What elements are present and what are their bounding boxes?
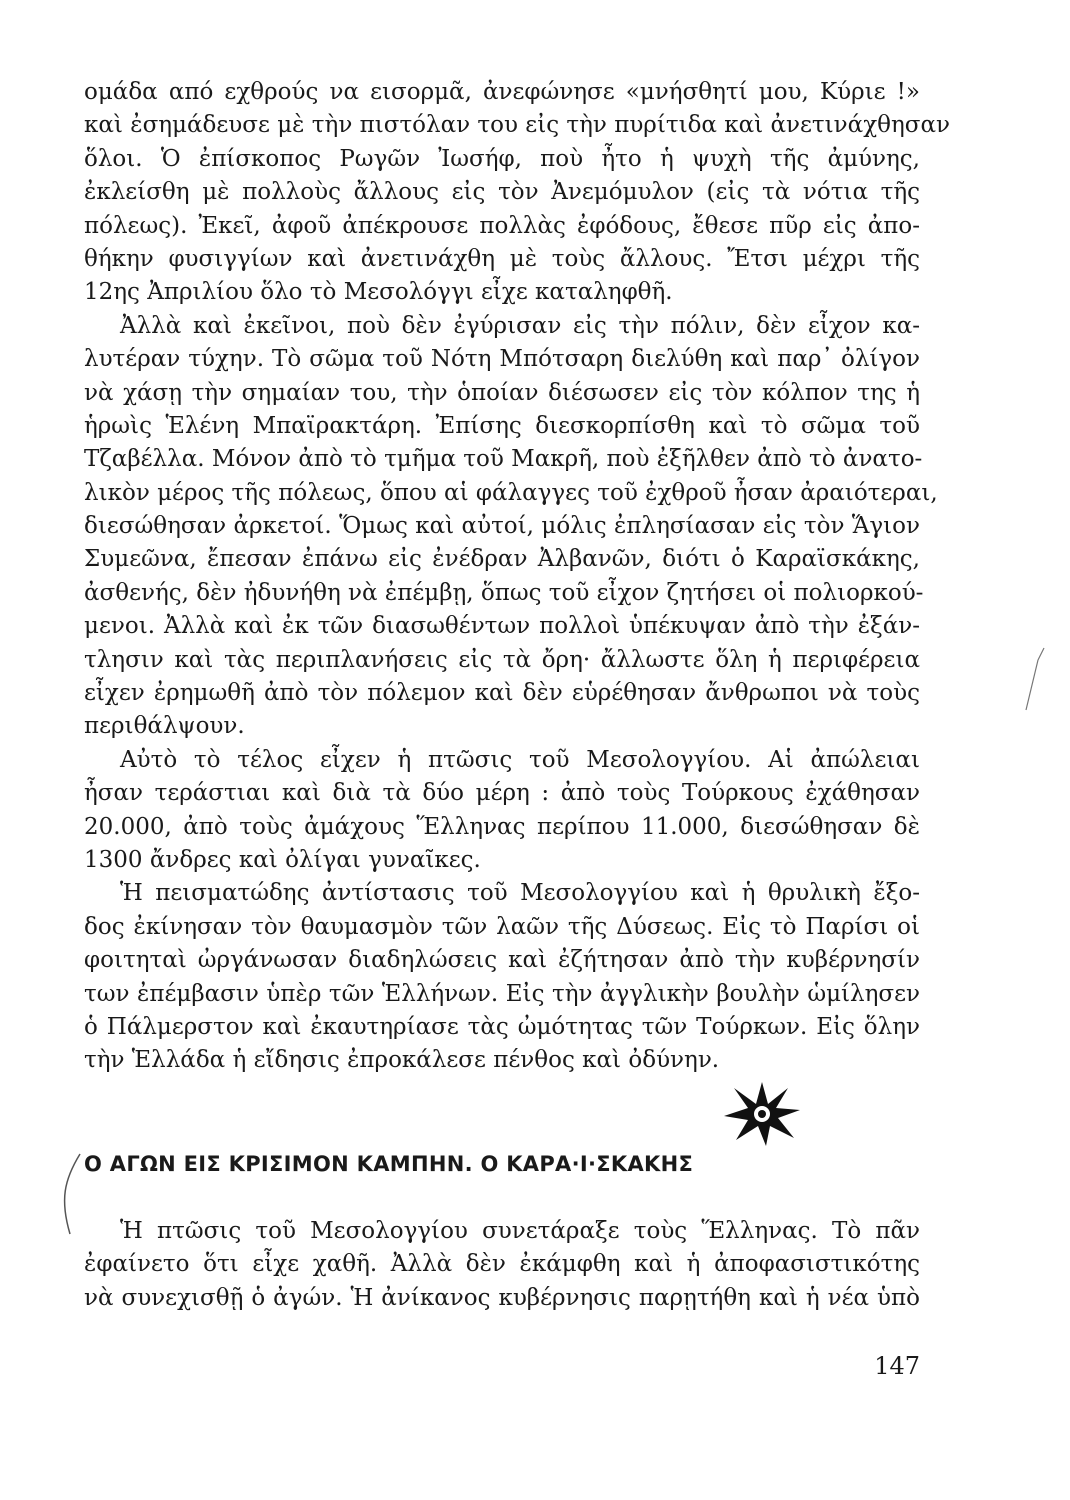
body-text-bottom bbox=[84, 1215, 920, 1315]
text-line: Αὐτὸ τὸ τέλος εἶχεν ἡ πτῶσις τοῦ Μεσολογγίου. Αἱ ἀπώλειαι bbox=[120, 746, 920, 773]
text-line: Τζαβέλλα. Μόνον ἀπὸ τὸ τμῆμα τοῦ Μακρῆ, ποὺ ἐξῆλθεν ἀπὸ τὸ ἀνατο- bbox=[84, 446, 923, 473]
text-line: λυτέραν τύχην. Τὸ σῶμα τοῦ Νότη Μπότσαρη διελύθη καὶ παρ᾽ ὀλίγον bbox=[84, 346, 920, 373]
text-line: Ἀλλὰ καὶ ἐκεῖνοι, ποὺ δὲν ἐγύρισαν εἰς τὴν πόλιν, δὲν εἶχον κα- bbox=[120, 312, 920, 339]
text-line: Συμεῶνα, ἔπεσαν ἐπάνω εἰς ἐνέδραν Ἀλβανῶν, διότι ὁ Καραϊσκάκης, bbox=[84, 546, 920, 573]
text-line: μενοι. Ἀλλὰ καὶ ἐκ τῶν διασωθέντων πολλοὶ ὑπέκυψαν ἀπὸ τὴν ἐξάν- bbox=[84, 613, 920, 640]
text-line: καὶ ἐσημάδευσε μὲ τὴν πιστόλαν του εἰς τὴν πυρίτιδα καὶ ἀνετινάχθησαν bbox=[84, 112, 950, 139]
text-line: 12ης Ἀπριλίου ὅλο τὸ Μεσολόγγι εἶχε καταληφθῆ. bbox=[84, 279, 673, 306]
text-line: ἡρωὶς Ἑλένη Μπαϊρακτάρη. Ἐπίσης διεσκορπίσθη καὶ τὸ σῶμα τοῦ bbox=[84, 412, 920, 439]
text-line: ἦσαν τεράστιαι καὶ διὰ τὰ δύο μέρη : ἀπὸ τοὺς Τούρκους ἐχάθησαν bbox=[84, 780, 920, 807]
text-line: ὅλοι. Ὁ ἐπίσκοπος Ρωγῶν Ἰωσήφ, ποὺ ἦτο ἡ ψυχὴ τῆς ἀμύνης, bbox=[84, 145, 920, 172]
margin-bracket-mark bbox=[50, 1150, 90, 1240]
text-line: δος ἐκίνησαν τὸν θαυμασμὸν τῶν λαῶν τῆς Δύσεως. Εἰς τὸ Παρίσι οἱ bbox=[84, 913, 920, 940]
text-line: νὰ χάσῃ τὴν σημαίαν του, τὴν ὁποίαν διέσωσεν εἰς τὸν κόλπον της ἡ bbox=[84, 379, 920, 406]
text-line: εἶχεν ἐρημωθῆ ἀπὸ τὸν πόλεμον καὶ δὲν εὑρέθησαν ἄνθρωποι νὰ τοὺς bbox=[84, 680, 920, 707]
text-line: λικὸν μέρος τῆς πόλεως, ὅπου αἱ φάλαγγες τοῦ ἐχθροῦ ἦσαν ἀραιότεραι, bbox=[84, 479, 938, 506]
text-line: ἀσθενής, δὲν ἠδυνήθη νὰ ἐπέμβῃ, ὅπως τοῦ εἶχον ζητήσει οἱ πολιορκού- bbox=[84, 579, 924, 606]
text-line: νὰ συνεχισθῇ ὁ ἀγών. Ἡ ἀνίκανος κυβέρνησις παρῃτήθη καὶ ἡ νέα ὑπὸ bbox=[84, 1284, 920, 1311]
text-line: τλησιν καὶ τὰς περιπλανήσεις εἰς τὰ ὄρη· ἄλλωστε ὅλη ἡ περιφέρεια bbox=[84, 646, 920, 673]
text-line: Ἡ πτῶσις τοῦ Μεσολογγίου συνετάραξε τοὺς Ἕλληνας. Τὸ πᾶν bbox=[120, 1218, 920, 1244]
text-line: των ἐπέμβασιν ὑπὲρ τῶν Ἑλλήνων. Εἰς τὴν ἀγγλικὴν βουλὴν ὡμίλησεν bbox=[84, 980, 920, 1007]
text-line: πόλεως). Ἐκεῖ, ἀφοῦ ἀπέκρουσε πολλὰς ἐφόδους, ἔθεσε πῦρ εἰς ἀπο- bbox=[84, 212, 920, 239]
star-burst-ornament-icon bbox=[722, 1080, 802, 1148]
margin-pencil-mark bbox=[1020, 640, 1050, 720]
text-line: Ἡ πεισματώδης ἀντίστασις τοῦ Μεσολογγίου καὶ ἡ θρυλικὴ ἔξο- bbox=[120, 880, 920, 907]
text-line: 1300 ἄνδρες καὶ ὀλίγαι γυναῖκες. bbox=[84, 846, 481, 873]
text-line: 20.000, ἀπὸ τοὺς ἀμάχους Ἕλληνας περίπου 11.000, διεσώθησαν δὲ bbox=[84, 813, 920, 840]
text-line: ἐφαίνετο ὅτι εἶχε χαθῆ. Ἀλλὰ δὲν ἐκάμφθη καὶ ἡ ἀποφασιστικότης bbox=[84, 1251, 920, 1278]
body-text-top bbox=[84, 76, 950, 1078]
section-heading: Ο ΑΓΩΝ ΕΙΣ ΚΡΙΣΙΜΟΝ ΚΑΜΠΗΝ. Ο ΚΑΡΑ·Ι·ΣΚΑΚΗΣ bbox=[84, 1152, 694, 1176]
text-line: ὁ Πάλμερστον καὶ ἐκαυτηρίασε τὰς ὠμότητας τῶν Τούρκων. Εἰς ὅλην bbox=[84, 1013, 920, 1040]
text-line: περιθάλψουν. bbox=[84, 713, 245, 740]
page-number: 147 bbox=[874, 1352, 920, 1380]
text-line: διεσώθησαν ἀρκετοί. Ὅμως καὶ αὐτοί, μόλις ἐπλησίασαν εἰς τὸν Ἅγιον bbox=[84, 513, 920, 540]
text-line: θήκην φυσιγγίων καὶ ἀνετινάχθη μὲ τοὺς ἄλλους. Ἔτσι μέχρι τῆς bbox=[84, 245, 920, 272]
text-line: φοιτηταὶ ὠργάνωσαν διαδηλώσεις καὶ ἐζήτησαν ἀπὸ τὴν κυβέρνησίν bbox=[84, 947, 920, 974]
text-line: ἐκλείσθη μὲ πολλοὺς ἄλλους εἰς τὸν Ἀνεμόμυλον (εἰς τὰ νότια τῆς bbox=[84, 179, 920, 206]
text-line: ομάδα από εχθρούς να εισορμᾶ, ἀνεφώνησε «μνήσθητί μου, Κύριε !» bbox=[84, 79, 920, 105]
text-line: τὴν Ἑλλάδα ἡ εἴδησις ἐπροκάλεσε πένθος καὶ ὀδύνην. bbox=[84, 1047, 720, 1074]
